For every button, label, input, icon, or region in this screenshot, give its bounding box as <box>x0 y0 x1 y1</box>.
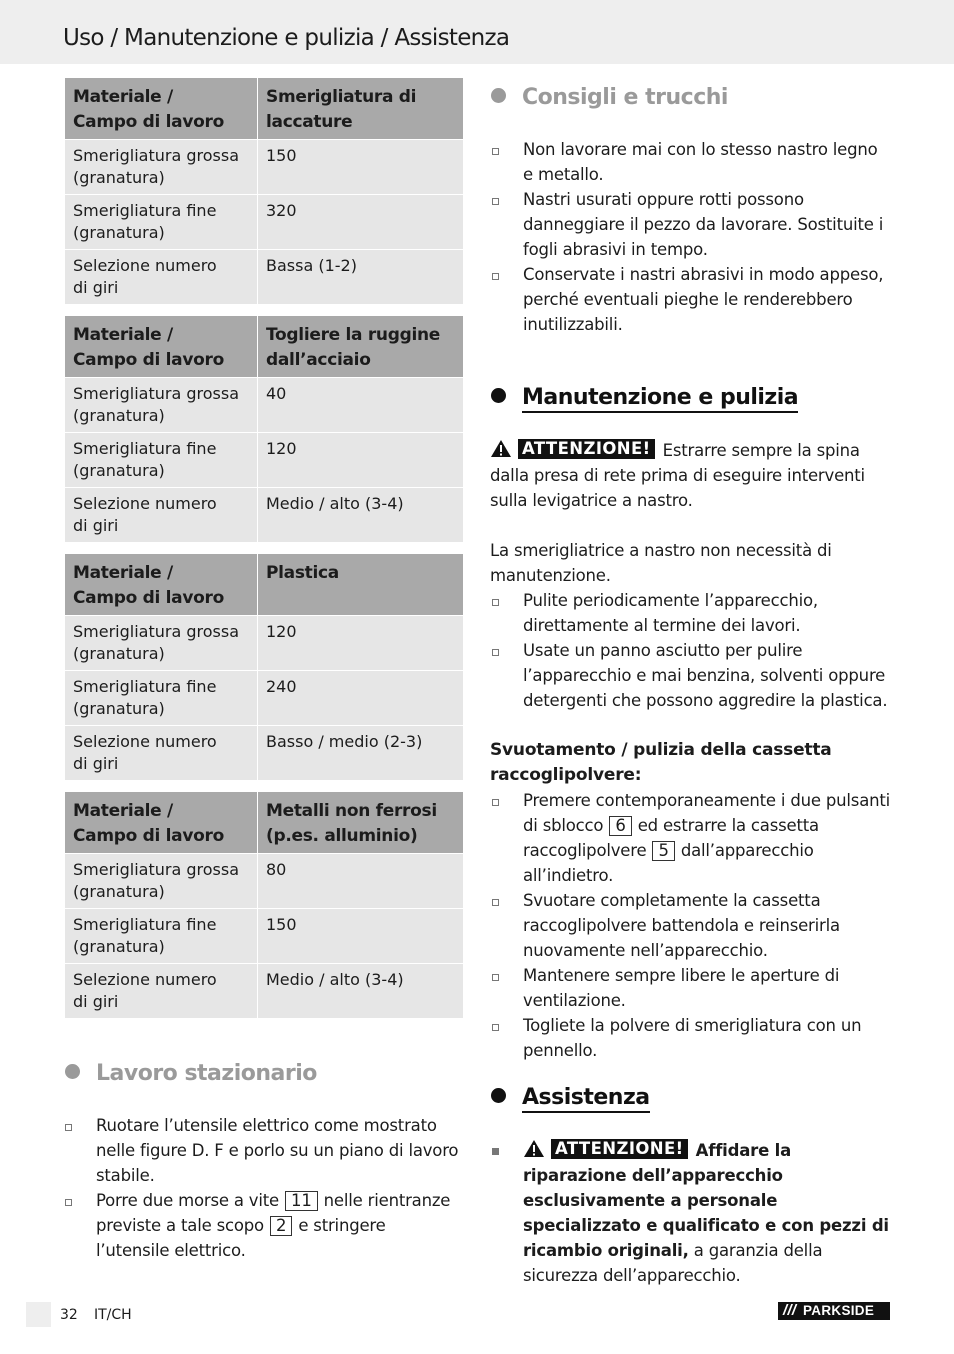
checkbox-bullet-icon <box>492 974 499 981</box>
parkside-logo: /// PARKSIDE <box>778 1302 890 1320</box>
manutenzione-heading: Manutenzione e pulizia <box>491 385 798 413</box>
lavoro-list <box>63 1113 463 1263</box>
table-row <box>65 616 463 671</box>
bullet-dot-icon <box>491 1088 506 1103</box>
logo-stripes-icon: /// <box>783 1302 797 1319</box>
list-item: ATTENZIONE! Affidare la riparazione dell’apparecchio esclusivamente a personale specializzato e qualificato e con pezzi di ricambio originali, a garanzia della sicurezza dell’apparecchio. <box>490 1138 890 1288</box>
bullet-dot-icon <box>491 388 506 403</box>
consigli-list <box>490 137 890 337</box>
table-row <box>65 671 463 726</box>
list-item: Pulite periodicamente l’apparecchio, direttamente al termine dei lavori. <box>490 588 890 638</box>
table-header-cell: Materiale / Campo di lavoro <box>65 78 258 139</box>
table-cell: Selezione numero di giri <box>65 964 258 1018</box>
warning-triangle-icon <box>523 1139 545 1158</box>
table-cell: Smerigliatura grossa (granatura) <box>65 140 258 194</box>
table-cell: 80 <box>266 860 287 879</box>
page-title: Uso / Manutenzione e pulizia / Assistenza <box>63 25 510 51</box>
table-cell: Bassa (1-2) <box>266 256 357 275</box>
table-header-row <box>65 316 463 378</box>
list-item: Usate un panno asciutto per pulire l’apparecchio e mai benzina, solventi oppure detergenti che possono aggredire la plastica. <box>490 638 890 713</box>
table-header-row <box>65 792 463 854</box>
table-row <box>65 909 463 964</box>
checkbox-bullet-icon <box>492 1024 499 1031</box>
table-cell: Basso / medio (2-3) <box>266 732 423 751</box>
assistenza-heading: Assistenza <box>491 1085 650 1113</box>
table-header-row <box>65 78 463 140</box>
page-header <box>0 0 954 64</box>
table-plastica <box>65 554 463 780</box>
list-item: Ruotare l’utensile elettrico come mostrato nelle figure D. F e porlo su un piano di lavoro stabile. <box>63 1113 463 1188</box>
table-cell: Selezione numero di giri <box>65 250 258 304</box>
square-bullet-icon <box>492 1148 499 1155</box>
part-reference: 2 <box>270 1216 292 1236</box>
table-cell: Smerigliatura grossa (granatura) <box>65 616 258 670</box>
table-cell: Smerigliatura grossa (granatura) <box>65 854 258 908</box>
list-item: Premere contemporaneamente i due pulsanti di sblocco 6 ed estrarre la cassetta raccoglipolvere 5 dall’apparecchio all’indietro. <box>490 788 890 888</box>
table-row <box>65 140 463 195</box>
table-cell: Smerigliatura fine (granatura) <box>65 433 258 487</box>
svuotamento-list <box>490 788 890 1063</box>
lavoro-heading: Lavoro stazionario <box>65 1061 317 1087</box>
table-row <box>65 250 463 304</box>
list-item: Mantenere sempre libere le aperture di ventilazione. <box>490 963 890 1013</box>
table-header-cell: Materiale / Campo di lavoro <box>65 792 258 853</box>
table-cell: 120 <box>266 622 297 641</box>
consigli-heading: Consigli e trucchi <box>491 85 728 111</box>
table-row <box>65 488 463 542</box>
manutenzione-warning: ATTENZIONE! Estrarre sempre la spina dalla presa di rete prima di eseguire interventi sulla levigatrice a nastro. <box>490 438 865 510</box>
table-cell: 150 <box>266 146 297 165</box>
checkbox-bullet-icon <box>492 899 499 906</box>
attention-label: ATTENZIONE! <box>551 1139 688 1159</box>
list-item: Porre due morse a vite 11 nelle rientranze previste a tale scopo 2 e stringere l’utensile elettrico. <box>63 1188 463 1263</box>
table-cell: Selezione numero di giri <box>65 488 258 542</box>
table-cell: Smerigliatura grossa (granatura) <box>65 378 258 432</box>
list-item: Nastri usurati oppure rotti possono danneggiare il pezzo da lavorare. Sostituite i fogli abrasivi in tempo. <box>490 187 890 262</box>
table-row <box>65 195 463 250</box>
assistenza-list <box>490 1138 890 1288</box>
checkbox-bullet-icon <box>65 1199 72 1206</box>
manutenzione-intro: La smerigliatrice a nastro non necessità di manutenzione. <box>490 541 832 585</box>
table-header-cell: Plastica <box>266 563 339 583</box>
warning-triangle-icon <box>490 439 512 458</box>
bullet-dot-icon <box>65 1064 80 1079</box>
part-reference: 11 <box>285 1191 318 1211</box>
table-header-cell: Materiale / Campo di lavoro <box>65 554 258 615</box>
table-cell: 320 <box>266 201 297 220</box>
checkbox-bullet-icon <box>65 1124 72 1131</box>
table-row <box>65 964 463 1018</box>
list-item: Non lavorare mai con lo stesso nastro legno e metallo. <box>490 137 890 187</box>
checkbox-bullet-icon <box>492 799 499 806</box>
table-header-row <box>65 554 463 616</box>
checkbox-bullet-icon <box>492 148 499 155</box>
checkbox-bullet-icon <box>492 649 499 656</box>
table-row <box>65 726 463 780</box>
table-header-cell: Smerigliatura di laccature <box>266 87 417 132</box>
table-cell: Smerigliatura fine (granatura) <box>65 195 258 249</box>
checkbox-bullet-icon <box>492 198 499 205</box>
manutenzione-list <box>490 588 890 713</box>
attention-label: ATTENZIONE! <box>518 439 655 459</box>
table-cell: 150 <box>266 915 297 934</box>
table-cell: 40 <box>266 384 287 403</box>
list-item: Conservate i nastri abrasivi in modo appeso, perché eventuali pieghe le renderebbero inutilizzabili. <box>490 262 890 337</box>
table-cell: Smerigliatura fine (granatura) <box>65 909 258 963</box>
table-cell: 240 <box>266 677 297 696</box>
part-reference: 6 <box>609 816 631 836</box>
table-row <box>65 433 463 488</box>
svuotamento-heading: Svuotamento / pulizia della cassetta raccoglipolvere: <box>490 740 832 785</box>
table-ruggine <box>65 316 463 542</box>
table-header-cell: Materiale / Campo di lavoro <box>65 316 258 377</box>
list-item: Svuotare completamente la cassetta raccoglipolvere battendola e reinserirla nuovamente nell’apparecchio. <box>490 888 890 963</box>
checkbox-bullet-icon <box>492 599 499 606</box>
footer-square <box>26 1302 51 1327</box>
list-item: Togliete la polvere di smerigliatura con un pennello. <box>490 1013 890 1063</box>
table-cell: Selezione numero di giri <box>65 726 258 780</box>
table-row <box>65 378 463 433</box>
table-laccature <box>65 78 463 304</box>
table-metalli <box>65 792 463 1018</box>
table-cell: 120 <box>266 439 297 458</box>
table-header-cell: Metalli non ferrosi (p.es. alluminio) <box>266 801 437 846</box>
table-header-cell: Togliere la ruggine dall’acciaio <box>266 325 441 370</box>
checkbox-bullet-icon <box>492 273 499 280</box>
table-cell: Smerigliatura fine (granatura) <box>65 671 258 725</box>
table-cell: Medio / alto (3-4) <box>266 494 404 513</box>
table-cell: Medio / alto (3-4) <box>266 970 404 989</box>
part-reference: 5 <box>652 841 674 861</box>
bullet-dot-icon <box>491 88 506 103</box>
table-row <box>65 854 463 909</box>
footer-locale: IT/CH <box>94 1307 132 1323</box>
page-number: 32 <box>60 1307 78 1323</box>
